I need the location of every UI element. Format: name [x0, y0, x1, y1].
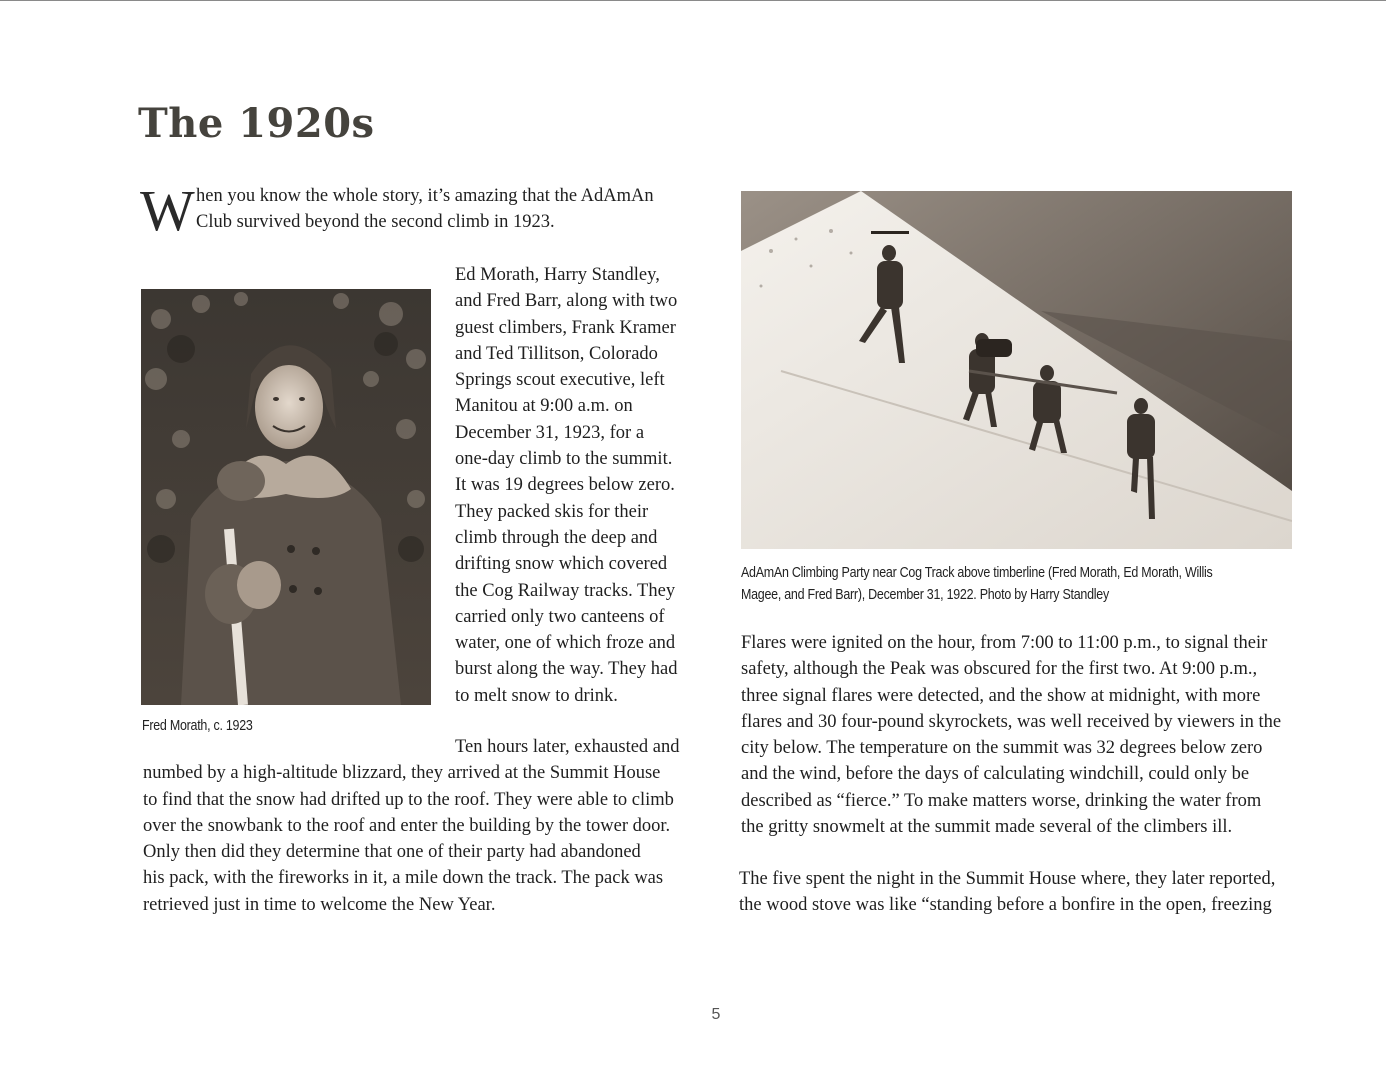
text-line: the gritty snowmelt at the summit made several of the climbers ill. — [741, 817, 1233, 838]
text-line: climb through the deep and — [455, 527, 658, 548]
text-line: guest climbers, Frank Kramer — [455, 317, 676, 338]
text-line: to melt snow to drink. — [455, 685, 618, 706]
text-line: the Cog Railway tracks. They — [455, 580, 676, 601]
photo-caption — [741, 562, 1213, 606]
text-line: over the snowbank to the roof and enter the building by the tower door. — [143, 815, 671, 836]
text-line: safety, although the Peak was obscured for the first two. At 9:00 p.m., — [741, 659, 1258, 680]
text-line: one-day climb to the summit. — [455, 449, 673, 470]
text-line: The five spent the night in the Summit House where, they later reported, — [739, 869, 1276, 889]
text-line: December 31, 1923, for a — [455, 422, 645, 443]
text-line: Manitou at 9:00 a.m. on — [455, 396, 633, 417]
text-line: drifting snow which covered — [455, 554, 668, 575]
text-line: and Ted Tillitson, Colorado — [455, 343, 658, 364]
page-title: The 1920s — [138, 100, 375, 147]
text-line: retrieved just in time to welcome the New Year. — [143, 894, 496, 915]
text-line: Flares were ignited on the hour, from 7:00 to 11:00 p.m., to signal their — [741, 633, 1268, 653]
right-column-paragraph-2 — [739, 866, 1275, 919]
fred-morath-photo — [141, 289, 431, 705]
climbing-party-photo — [741, 191, 1292, 549]
text-line: carried only two canteens of — [455, 606, 665, 627]
page-number: 5 — [711, 1006, 721, 1023]
text-line: Only then did they determine that one of their party had abandoned — [143, 842, 641, 863]
text-line: flares and 30 four-pound skyrockets, was well received by viewers in the — [741, 711, 1282, 732]
text-line: and Fred Barr, along with two — [455, 291, 678, 312]
text-line: numbed by a high-altitude blizzard, they arrived at the Summit House — [143, 763, 661, 784]
drop-cap: W — [140, 178, 195, 243]
text-line: to find that the snow had drifted up to the roof. They were able to climb — [143, 789, 674, 810]
text-line: Club survived beyond the second climb in 1923. — [196, 212, 555, 233]
text-line: and the wind, before the days of calculating windchill, could only be — [741, 764, 1250, 785]
text-line: Springs scout executive, left — [455, 370, 665, 391]
left-column-paragraph — [455, 262, 677, 709]
text-line: They packed skis for their — [455, 501, 649, 522]
left-column-paragraph-2 — [143, 734, 680, 918]
text-line: his pack, with the fireworks in it, a mile down the track. The pack was — [143, 868, 664, 889]
text-line: Ed Morath, Harry Standley, — [455, 265, 660, 285]
caption-line: Magee, and Fred Barr), December 31, 1922. Photo by Harry Standley — [741, 587, 1109, 603]
text-line: described as “fierce.” To make matters worse, drinking the water from — [741, 790, 1262, 811]
text-line: water, one of which froze and — [455, 633, 676, 654]
text-line: hen you know the whole story, it’s amazing that the AdAmAn — [196, 186, 654, 206]
text-line: It was 19 degrees below zero. — [455, 475, 675, 496]
text-line: the wood stove was like “standing before a bonfire in the open, freezing — [739, 895, 1272, 916]
caption-line: AdAmAn Climbing Party near Cog Track above timberline (Fred Morath, Ed Morath, Willis — [741, 565, 1213, 581]
text-line: three signal flares were detected, and the show at midnight, with more — [741, 685, 1261, 706]
text-line: Ten hours later, exhausted and — [455, 737, 680, 757]
text-line: city below. The temperature on the summit was 32 degrees below zero — [741, 738, 1263, 759]
photo-caption: Fred Morath, c. 1923 — [142, 718, 253, 734]
text-line: burst along the way. They had — [455, 659, 678, 680]
right-column-paragraph — [741, 630, 1281, 840]
top-rule — [0, 0, 1386, 1]
